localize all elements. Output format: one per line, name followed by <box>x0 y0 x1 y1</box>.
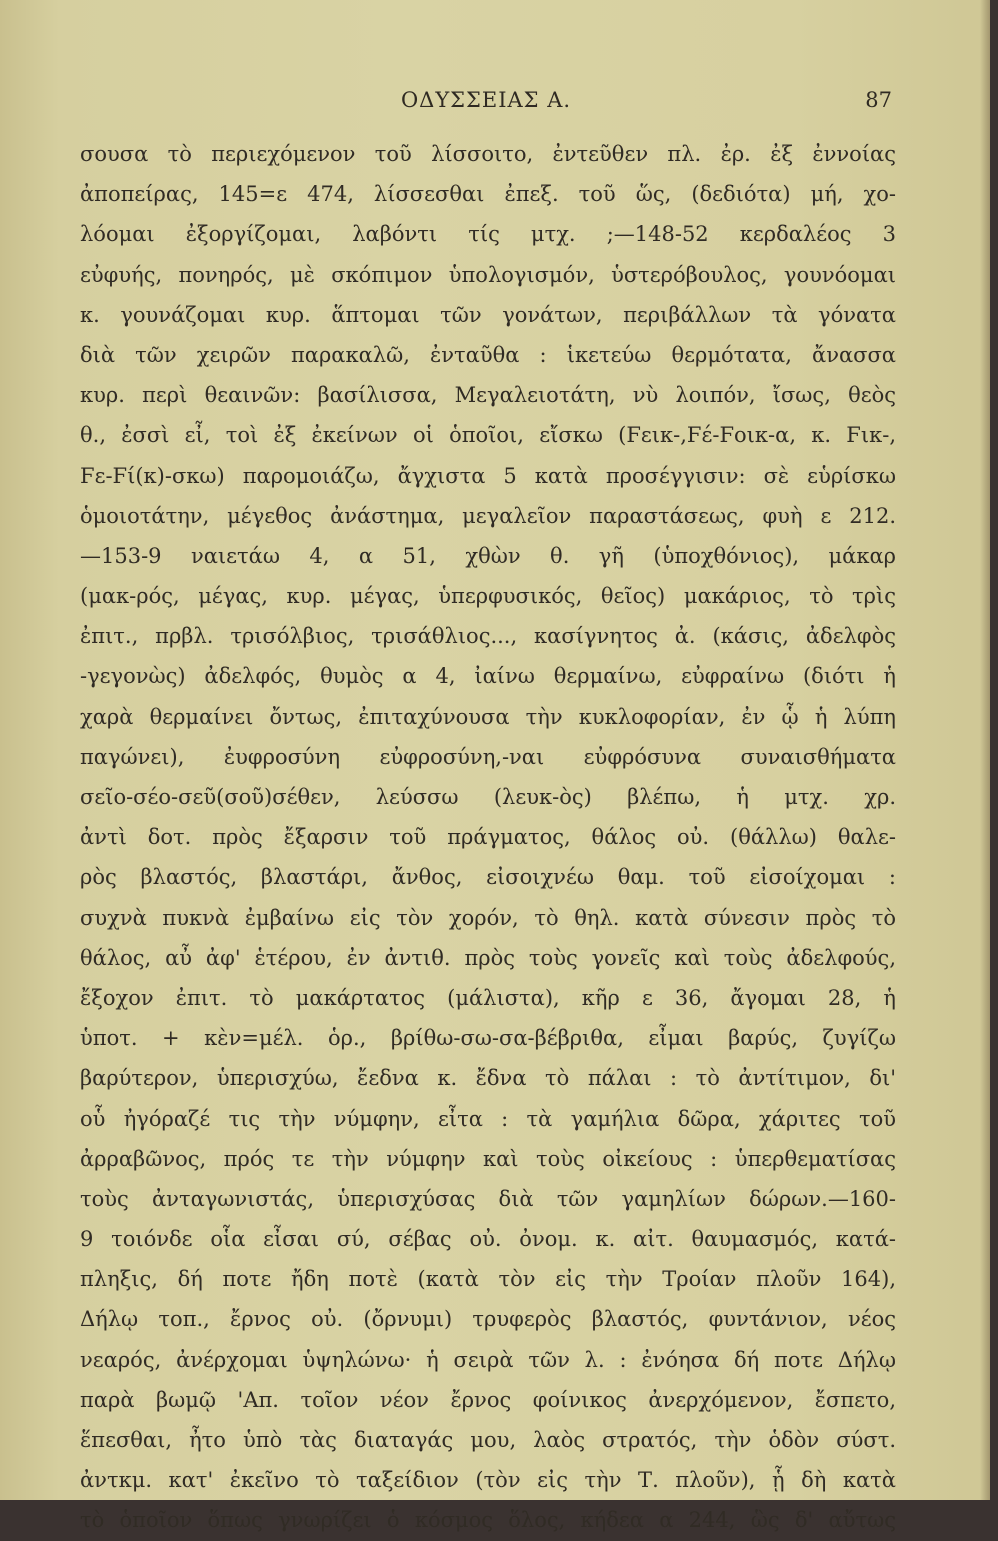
text-line: πληξις, δή ποτε ἤδη ποτὲ (κατὰ τὸν εἰς τὴν Τροίαν πλοῦν 164), <box>80 1267 896 1292</box>
text-line: ἀντὶ δοτ. πρὸς ἔξαρσιν τοῦ πράγματος, θάλος οὐ. (θάλλω) θαλε- <box>80 825 896 850</box>
text-line: Ϝε-Ϝί(κ)-σκω) παρομοιάζω, ἄγχιστα 5 κατὰ προσέγγισιν: σὲ εὑρίσκω <box>80 463 896 488</box>
text-line: ἀποπείρας, 145=ε 474, λίσσεσθαι ἐπεξ. τοῦ ὥς, (δεδιότα) μή, χο- <box>80 182 896 207</box>
text-line: ὁμοιοτάτην, μέγεθος ἀνάστημα, μεγαλεῖον παραστάσεως, φυὴ ε 212. <box>80 503 896 528</box>
text-line: τὸ ὁποῖον ὅπως γνωρίζει ὁ κόσμος ὅλος, κήδεα α 244, ὣς δ' αὔτως <box>80 1508 896 1533</box>
text-line: —153-9 ναιετάω 4, α 51, χθὼν θ. γῆ (ὑποχθόνιος), μάκαρ <box>80 543 896 568</box>
text-line: θ., ἐσσὶ εἶ, τοὶ ἐξ ἐκείνων οἱ ὁποῖοι, εἴσκω (Ϝεικ-,Ϝέ-Ϝοικ-α, κ. Ϝικ-, <box>80 423 896 448</box>
text-line: ἐπιτ., πρβλ. τρισόλβιος, τρισάθλιος..., κασίγνητος ἀ. (κάσις, ἀδελφὸς <box>80 624 896 649</box>
text-line: ἔξοχον ἐπιτ. τὸ μακάρτατος (μάλιστα), κῆρ ε 36, ἄγομαι 28, ἡ <box>80 985 896 1010</box>
text-line: -γεγονὼς) ἀδελφός, θυμὸς α 4, ἰαίνω θερμαίνω, εὐφραίνω (διότι ἡ <box>80 664 896 689</box>
text-line: σουσα τὸ περιεχόμενον τοῦ λίσσοιτο, ἐντεῦθεν πλ. ἐρ. ἐξ ἐννοίας <box>80 142 896 166</box>
text-line: συχνὰ πυκνὰ ἐμβαίνω εἰς τὸν χορόν, τὸ θηλ. κατὰ σύνεσιν πρὸς τὸ <box>80 905 896 930</box>
text-line: ἕπεσθαι, ἦτο ὑπὸ τὰς διαταγάς μου, λαὸς στρατός, τὴν ὁδὸν σύστ. <box>80 1428 896 1452</box>
text-line: 9 τοιόνδε οἷα εἶσαι σύ, σέβας οὐ. ὀνομ. κ. αἰτ. θαυμασμός, κατά- <box>80 1227 896 1252</box>
running-header <box>80 88 892 128</box>
text-line: οὗ ἠγόραζέ τις τὴν νύμφην, εἶτα : τὰ γαμήλια δῶρα, χάριτες τοῦ <box>80 1106 896 1131</box>
text-line: διὰ τῶν χειρῶν παρακαλῶ, ἐνταῦθα : ἱκετεύω θερμότατα, ἄνασσα <box>80 342 896 367</box>
text-line: χαρὰ θερμαίνει ὄντως, ἐπιταχύνουσα τὴν κυκλοφορίαν, ἐν ᾧ ἡ λύπη <box>80 704 896 729</box>
text-line: λόομαι ἐξοργίζομαι, λαβόντι τίς μτχ. ;—148-52 κερδαλέος 3 <box>80 222 896 247</box>
page-number: 87 <box>865 88 892 112</box>
text-line: εὐφυής, πονηρός, μὲ σκόπιμον ὑπολογισμόν, ὑστερόβουλος, γουνόομαι <box>80 262 896 287</box>
text-line: Δήλῳ τοπ., ἔρνος οὐ. (ὄρνυμι) τρυφερὸς βλαστός, φυντάνιον, νέος <box>80 1307 896 1332</box>
text-line: κ. γουνάζομαι κυρ. ἅπτομαι τῶν γονάτων, περιβάλλων τὰ γόνατα <box>80 302 896 327</box>
text-line: παγώνει), ἐυφροσύνη εὐφροσύνη,-ναι εὐφρόσυνα συναισθήματα <box>80 744 896 769</box>
commentary-text <box>80 134 896 1541</box>
text-line: ἀρραβῶνος, πρός τε τὴν νύμφην καὶ τοὺς οἰκείους : ὑπερθεματίσας <box>80 1146 896 1171</box>
text-line: βαρύτερον, ὑπερισχύω, ἔεδνα κ. ἔδνα τὸ πάλαι : τὸ ἀντίτιμον, δι' <box>80 1066 896 1091</box>
text-line: παρὰ βωμῷ 'Απ. τοῖον νέον ἔρνος φοίνικος ἀνερχόμενον, ἔσπετο, <box>80 1387 896 1412</box>
text-line: κυρ. περὶ θεαινῶν: βασίλισσα, Μεγαλειοτάτη, νὺ λοιπόν, ἴσως, θεὸς <box>80 383 896 408</box>
text-line: νεαρός, ἀνέρχομαι ὑψηλώνω· ἡ σειρὰ τῶν λ. : ἐνόησα δή ποτε Δήλῳ <box>80 1347 896 1372</box>
text-line: ἀντκμ. κατ' ἐκεῖνο τὸ ταξείδιον (τὸν εἰς τὴν Τ. πλοῦν), ᾗ δὴ κατὰ <box>80 1468 896 1493</box>
text-line: τοὺς ἀνταγωνιστάς, ὑπερισχύσας διὰ τῶν γαμηλίων δώρων.—160- <box>80 1186 896 1211</box>
text-line: σεῖο-σέο-σεῦ(σοῦ)σέθεν, λεύσσω (λευκ-ὸς) βλέπω, ἡ μτχ. χρ. <box>80 785 896 809</box>
text-line: ρὸς βλαστός, βλαστάρι, ἄνθος, εἰσοιχνέω θαμ. τοῦ εἰσοίχομαι : <box>80 865 896 890</box>
text-line: θάλος, αὖ ἀφ' ἑτέρου, ἐν ἀντιθ. πρὸς τοὺς γονεῖς καὶ τοὺς ἀδελφούς, <box>80 945 896 970</box>
text-line: (μακ-ρός, μέγας, κυρ. μέγας, ὑπερφυσικός, θεῖος) μακάριος, τὸ τρὶς <box>80 584 896 609</box>
header-title: ΟΔΥΣΣΕΙΑΣ Α. <box>400 88 572 112</box>
text-line: ὑποτ. + κὲν=μέλ. ὁρ., βρίθω-σω-σα-βέβριθα, εἶμαι βαρύς, ζυγίζω <box>80 1026 896 1051</box>
